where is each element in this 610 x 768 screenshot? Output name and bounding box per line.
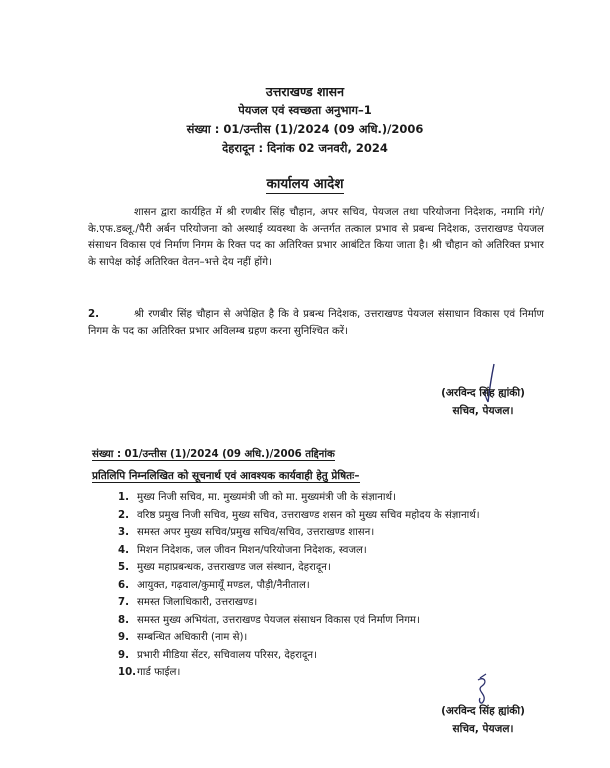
signature-block-2 <box>428 702 538 738</box>
signatory-name: (अरविन्द सिंह ह्यांकी) <box>441 387 525 399</box>
paragraph-2-number: 2. <box>88 308 100 320</box>
signatory-designation: सचिव, पेयजल। <box>452 723 514 735</box>
department-name: पेयजल एवं स्वच्छता अनुभाग–1 <box>238 103 372 117</box>
list-item-text: समस्त अपर मुख्य सचिव/प्रमुख सचिव/सचिव, उत्तराखण्ड शासन। <box>137 527 375 538</box>
copy-recipient-list <box>118 490 548 683</box>
paragraph-2 <box>88 306 544 339</box>
signatory-name: (अरविन्द सिंह ह्यांकी) <box>441 705 525 717</box>
list-item-number: 9. <box>118 632 129 643</box>
list-item-text: मुख्य निजी सचिव, मा. मुख्यमंत्री जी को मा. मुख्यमंत्री जी के संज्ञानार्थ। <box>137 492 396 503</box>
list-item-number: 8. <box>118 614 129 626</box>
list-item <box>118 613 548 629</box>
government-name: उत्तराखण्ड शासन <box>265 84 345 99</box>
list-item-number: 10. <box>118 667 137 678</box>
list-item <box>118 578 548 594</box>
order-number: संख्या : 01/उन्तीस (1)/2024 (09 अधि.)/2006 <box>186 122 424 136</box>
copy-to-heading <box>92 469 360 483</box>
list-item-text: वरिष्ठ प्रमुख निजी सचिव, मुख्य सचिव, उत्तराखण्ड शसन को मुख्य सचिव महोदय के संज्ञानार्थ। <box>137 509 480 521</box>
list-item-number: 2. <box>118 509 129 521</box>
list-item <box>118 648 548 664</box>
list-item <box>118 630 548 646</box>
list-item-text: प्रभारी मीडिया सेंटर, सचिवालय परिसर, देहरादून। <box>137 649 317 661</box>
list-item-number: 4. <box>118 544 129 556</box>
paragraph-2-text: श्री रणबीर सिंह चौहान से अपेक्षित है कि वे प्रबन्ध निदेशक, उत्तराखण्ड पेयजल संसाधान विकास एवं निर्माण निगम के पद का अतिरिक्त प्रभार अविलम्ब ग्रहण करना सुनिश्चित करें। <box>88 308 544 337</box>
list-item-text: आयुक्त, गढ़वाल/कुमायूँ मण्डल, पौड़ी/नैनीताल। <box>137 579 310 591</box>
order-date: देहरादून : दिनांक 02 जनवरी, 2024 <box>222 141 388 155</box>
list-item-text: मुख्य महाप्रबन्धक, उत्तराखण्ड जल संस्थान, देहरादून। <box>137 562 331 573</box>
document-title <box>0 174 610 192</box>
list-item <box>118 543 548 559</box>
list-item-number: 7. <box>118 597 129 608</box>
signature-block-1 <box>428 384 538 420</box>
copy-to-heading-text: प्रतिलिपि निम्नलिखित को सूचनार्थ एवं आवश्यक कार्यवाही हेतु प्रेषितः– <box>92 470 360 482</box>
list-item-number: 5. <box>118 562 129 573</box>
list-item <box>118 508 548 524</box>
list-item-number: 1. <box>118 492 129 503</box>
list-item-number: 9. <box>118 649 129 661</box>
list-item <box>118 525 548 541</box>
list-item-text: गार्ड फाईल। <box>137 667 181 678</box>
list-item <box>118 490 548 506</box>
paragraph-1: शासन द्वारा कार्यहित में श्री रणबीर सिंह चौहान, अपर सचिव, पेयजल तथा परियोजना निदेशक, नमामि गंगे/के.एफ.डब्लू./पैरी अर्बन परियोजना को अस्थाई व्यवस्था के अन्तर्गत तत्काल प्रभाव से प्रबन्ध निदेशक, उत्तराखण्ड पेयजल संसाधन विकास एवं निर्माण निगम के रिक्त पद का अतिरिक्त प्रभार आबंटित किया जाता है। श्री चौहान को अतिरिक्त प्रभार के सापेक्ष कोई अतिरिक्त वेतन–भत्ते देय नहीं होंगे। <box>88 206 544 268</box>
letterhead <box>0 82 610 158</box>
list-item-text: मिशन निदेशक, जल जीवन मिशन/परियोजना निदेशक, स्वजल। <box>137 544 367 556</box>
document-title-text: कार्यालय आदेश <box>266 176 344 192</box>
list-item-text: समस्त मुख्य अभियंता, उत्तराखण्ड पेयजल संसाधन विकास एवं निर्माण निगम। <box>137 614 420 626</box>
list-item-text: सम्बन्धित अधिकारी (नाम से)। <box>137 632 248 643</box>
list-item-number: 6. <box>118 579 129 591</box>
copy-reference-text: संख्या : 01/उन्तीस (1)/2024 (09 अधि.)/2006 तद्दिनांक <box>92 449 335 460</box>
list-item-number: 3. <box>118 527 129 538</box>
list-item <box>118 560 548 576</box>
copy-reference-number <box>92 446 335 460</box>
list-item <box>118 595 548 611</box>
signatory-designation: सचिव, पेयजल। <box>452 405 514 417</box>
list-item-text: समस्त जिलाधिकारी, उत्तराखण्ड। <box>137 597 258 608</box>
